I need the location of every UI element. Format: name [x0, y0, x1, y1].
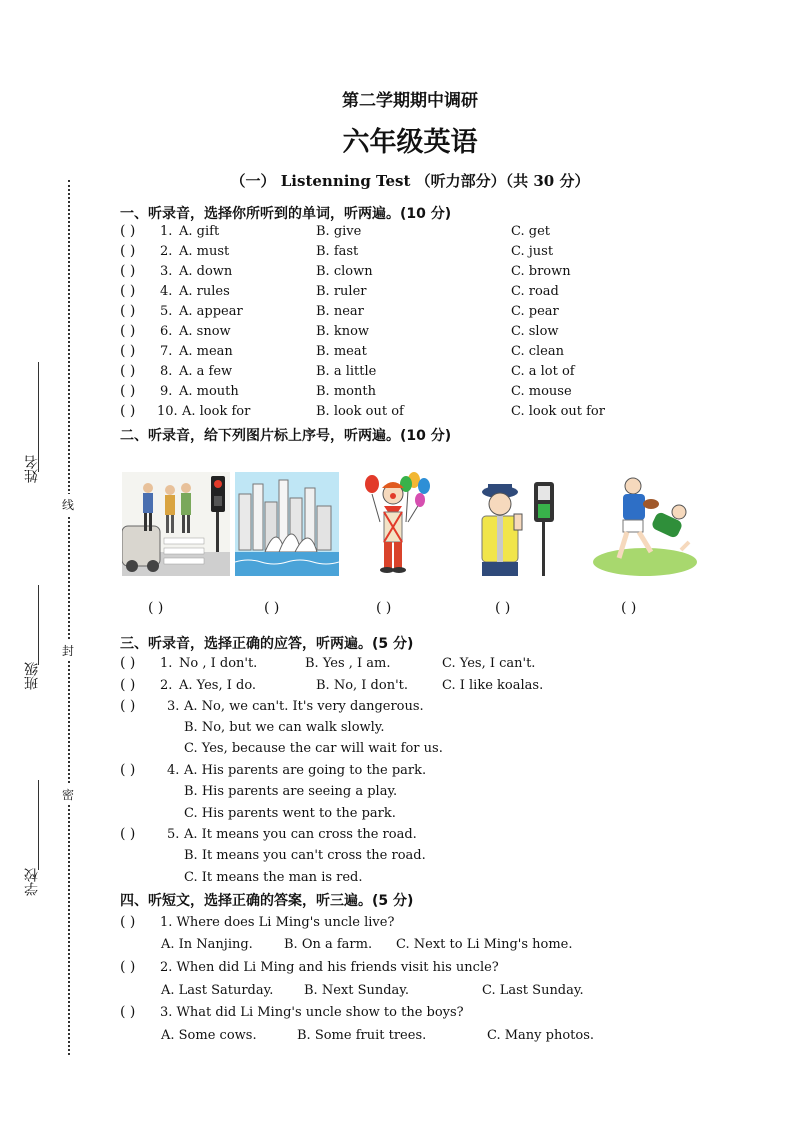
- option-c: C. road: [511, 284, 559, 299]
- option-a: A. It means you can cross the road.: [184, 827, 417, 842]
- option-a: A. In Nanjing.: [161, 937, 253, 952]
- answer-blank[interactable]: ( ): [120, 303, 136, 319]
- item-number: 3.: [167, 699, 180, 714]
- option-c: C. Yes, I can't.: [442, 656, 536, 671]
- item-number: 6.: [160, 324, 173, 339]
- answer-blank[interactable]: ( ): [120, 1004, 136, 1020]
- picture-rugby: [593, 472, 699, 576]
- option-c: C. slow: [511, 324, 559, 339]
- question-text: 2. When did Li Ming and his friends visit his uncle?: [160, 960, 499, 975]
- option-c: C. pear: [511, 304, 559, 319]
- option-c: C. just: [511, 244, 554, 259]
- option-b: B. a little: [316, 364, 377, 379]
- option-c: C. brown: [511, 264, 571, 279]
- option-b: B. Some fruit trees.: [297, 1028, 427, 1043]
- rugby-illustration: [593, 472, 699, 576]
- part-one-heading: （一） Listenning Test （听力部分）（共 30 分）: [230, 172, 590, 190]
- option-a: A. look for: [182, 404, 251, 419]
- option-c: C. a lot of: [511, 364, 575, 379]
- seal-char-feng: 封: [62, 640, 74, 661]
- picture-blank-5[interactable]: ( ): [621, 600, 637, 616]
- answer-blank[interactable]: ( ): [120, 363, 136, 379]
- answer-blank[interactable]: ( ): [120, 243, 136, 259]
- picture-blank-4[interactable]: ( ): [495, 600, 511, 616]
- option-b: B. look out of: [316, 404, 404, 419]
- option-a: A. snow: [179, 324, 231, 339]
- class-label: 班级: [24, 662, 40, 690]
- item-number: 2.: [160, 244, 173, 259]
- item-number: 2.: [160, 678, 173, 693]
- option-b: B. meat: [316, 344, 367, 359]
- option-c: C. It means the man is red.: [184, 870, 363, 885]
- section3-heading: 三、听录音，选择正确的应答，听两遍。(5 分): [120, 636, 414, 652]
- answer-blank[interactable]: ( ): [120, 914, 136, 930]
- dotted-cut-line: [68, 180, 70, 1055]
- item-number: 8.: [160, 364, 173, 379]
- exam-title: 六年级英语: [342, 127, 478, 158]
- option-b: B. near: [316, 304, 364, 319]
- answer-blank[interactable]: ( ): [120, 677, 136, 693]
- picture-crossing-street: [122, 472, 230, 576]
- picture-clown: [358, 472, 436, 576]
- item-number: 5.: [167, 827, 180, 842]
- option-b: B. month: [316, 384, 376, 399]
- option-b: B. On a farm.: [284, 937, 373, 952]
- item-number: 5.: [160, 304, 173, 319]
- item-number: 1.: [160, 656, 173, 671]
- option-c: C. I like koalas.: [442, 678, 544, 693]
- sydney-skyline-illustration: [235, 472, 339, 576]
- option-b: B. ruler: [316, 284, 367, 299]
- picture-sydney: [235, 472, 339, 576]
- answer-blank[interactable]: ( ): [120, 323, 136, 339]
- answer-blank[interactable]: ( ): [120, 263, 136, 279]
- option-b: B. Next Sunday.: [304, 983, 410, 998]
- option-c: C. mouse: [511, 384, 572, 399]
- picture-blank-3[interactable]: ( ): [376, 600, 392, 616]
- answer-blank[interactable]: ( ): [120, 383, 136, 399]
- answer-blank[interactable]: ( ): [120, 826, 136, 842]
- answer-blank[interactable]: ( ): [120, 698, 136, 714]
- option-c: C. get: [511, 224, 550, 239]
- option-a: A. Yes, I do.: [179, 678, 257, 693]
- option-b: B. clown: [316, 264, 373, 279]
- policeman-illustration: [466, 472, 570, 576]
- section4-heading: 四、听短文，选择正确的答案，听三遍。(5 分): [120, 893, 414, 909]
- option-c: C. clean: [511, 344, 565, 359]
- answer-blank[interactable]: ( ): [120, 959, 136, 975]
- answer-blank[interactable]: ( ): [120, 403, 136, 419]
- item-number: 7.: [160, 344, 173, 359]
- item-number: 10.: [157, 404, 178, 419]
- item-number: 9.: [160, 384, 173, 399]
- option-a: A. appear: [179, 304, 243, 319]
- seal-char-xian: 线: [62, 494, 74, 515]
- answer-blank[interactable]: ( ): [120, 655, 136, 671]
- name-label: 姓名: [24, 455, 40, 483]
- answer-blank[interactable]: ( ): [120, 343, 136, 359]
- picture-blank-2[interactable]: ( ): [264, 600, 280, 616]
- option-a: A. a few: [179, 364, 233, 379]
- exam-subtitle: 第二学期期中调研: [342, 91, 478, 111]
- option-a: A. must: [179, 244, 230, 259]
- option-b: B. No, I don't.: [316, 678, 409, 693]
- item-number: 3.: [160, 264, 173, 279]
- school-label: 学校: [24, 868, 40, 896]
- seal-char-mi: 密: [62, 784, 74, 805]
- option-a: A. mean: [179, 344, 233, 359]
- class-blank-line: [38, 585, 39, 665]
- option-a: No , I don't.: [179, 656, 258, 671]
- answer-blank[interactable]: ( ): [120, 762, 136, 778]
- option-c: C. Last Sunday.: [482, 983, 584, 998]
- section2-heading: 二、听录音，给下列图片标上序号，听两遍。(10 分): [120, 428, 452, 444]
- question-text: 1. Where does Li Ming's uncle live?: [160, 915, 395, 930]
- option-b: B. know: [316, 324, 370, 339]
- option-a: A. gift: [179, 224, 220, 239]
- crossing-street-illustration: [122, 472, 230, 576]
- option-a: A. No, we can't. It's very dangerous.: [184, 699, 424, 714]
- answer-blank[interactable]: ( ): [120, 283, 136, 299]
- option-c: C. Many photos.: [487, 1028, 595, 1043]
- option-c: C. His parents went to the park.: [184, 806, 396, 821]
- option-b: B. Yes , I am.: [305, 656, 391, 671]
- item-number: 4.: [160, 284, 173, 299]
- item-number: 4.: [167, 763, 180, 778]
- picture-blank-1[interactable]: ( ): [148, 600, 164, 616]
- option-a: A. Some cows.: [161, 1028, 257, 1043]
- option-b: B. It means you can't cross the road.: [184, 848, 426, 863]
- school-blank-line: [38, 780, 39, 870]
- option-b: B. His parents are seeing a play.: [184, 784, 398, 799]
- clown-illustration: [358, 472, 436, 576]
- picture-policeman: [466, 472, 570, 576]
- answer-blank[interactable]: ( ): [120, 223, 136, 239]
- option-a: A. Last Saturday.: [161, 983, 274, 998]
- option-c: C. look out for: [511, 404, 605, 419]
- option-c: C. Next to Li Ming's home.: [396, 937, 573, 952]
- option-b: B. No, but we can walk slowly.: [184, 720, 385, 735]
- option-a: A. His parents are going to the park.: [184, 763, 427, 778]
- question-text: 3. What did Li Ming's uncle show to the boys?: [160, 1005, 464, 1020]
- option-b: B. give: [316, 224, 362, 239]
- section1-heading: 一、听录音，选择你所听到的单词，听两遍。(10 分): [120, 206, 452, 222]
- option-a: A. rules: [179, 284, 230, 299]
- option-a: A. mouth: [179, 384, 239, 399]
- option-b: B. fast: [316, 244, 359, 259]
- option-c: C. Yes, because the car will wait for us.: [184, 741, 443, 756]
- option-a: A. down: [179, 264, 233, 279]
- item-number: 1.: [160, 224, 173, 239]
